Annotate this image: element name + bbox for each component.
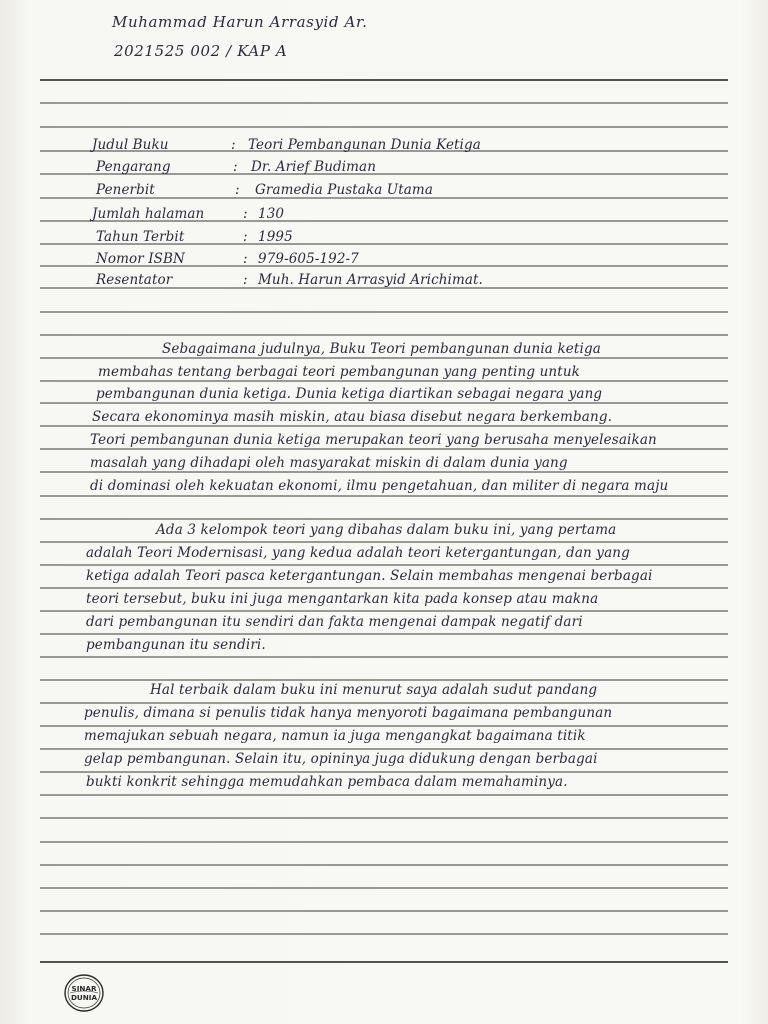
paragraph-1-line-5: Teori pembangunan dunia ketiga merupakan teori yang berusaha menyelesaikan: [90, 432, 657, 448]
logo-line-2: DUNIA: [70, 993, 98, 1002]
paragraph-3-line-5: bukti konkrit sehingga memudahkan pembaca dalam memahaminya.: [86, 774, 568, 790]
paragraph-3-line-4: gelap pembangunan. Selain itu, opininya juga didukung dengan berbagai: [84, 751, 598, 767]
value-pengarang: Dr. Arief Budiman: [251, 159, 376, 175]
label-resentator: Resentator: [96, 272, 173, 288]
paragraph-2-line-4: teori tersebut, buku ini juga mengantarkan kita pada konsep atau makna: [86, 591, 599, 607]
colon-penerbit: :: [235, 182, 240, 198]
paragraph-1-line-1: Sebagaimana judulnya, Buku Teori pembangunan dunia ketiga: [162, 341, 601, 357]
label-pengarang: Pengarang: [96, 159, 171, 175]
paragraph-1-line-3: pembangunan dunia ketiga. Dunia ketiga diartikan sebagai negara yang: [96, 386, 603, 402]
colon-isbn: :: [243, 251, 248, 267]
paragraph-2-line-5: dari pembangunan itu sendiri dan fakta mengenai dampak negatif dari: [86, 614, 583, 630]
label-nomor-isbn: Nomor ISBN: [96, 251, 185, 267]
student-id-class: 2021525 002 / KAP A: [114, 42, 288, 60]
label-judul-buku: Judul Buku: [92, 137, 169, 153]
colon-pengarang: :: [233, 159, 238, 175]
paragraph-3-line-3: memajukan sebuah negara, namun ia juga mengangkat bagaimana titik: [84, 728, 586, 744]
value-nomor-isbn: 979-605-192-7: [258, 251, 359, 267]
paragraph-2-line-3: ketiga adalah Teori pasca ketergantungan. Selain membahas mengenai berbagai: [86, 568, 653, 584]
logo-line-1: SINAR: [71, 984, 97, 993]
paragraph-1-line-4: Secara ekonominya masih miskin, atau biasa disebut negara berkembang.: [92, 409, 613, 425]
colon-jumlah: :: [243, 206, 248, 222]
colon-tahun: :: [243, 229, 248, 245]
colon-judul: :: [231, 137, 236, 153]
value-judul-buku: Teori Pembangunan Dunia Ketiga: [248, 137, 481, 153]
student-name: Muhammad Harun Arrasyid Ar.: [112, 13, 368, 31]
label-penerbit: Penerbit: [96, 182, 155, 198]
value-jumlah-halaman: 130: [258, 206, 285, 222]
paragraph-1-line-7: di dominasi oleh kekuatan ekonomi, ilmu pengetahuan, dan militer di negara maju: [90, 478, 669, 494]
paragraph-1-line-6: masalah yang dihadapi oleh masyarakat miskin di dalam dunia yang: [90, 455, 568, 471]
paragraph-2-line-1: Ada 3 kelompok teori yang dibahas dalam buku ini, yang pertama: [156, 522, 617, 538]
paragraph-2-line-2: adalah Teori Modernisasi, yang kedua adalah teori ketergantungan, dan yang: [86, 545, 630, 561]
label-jumlah-halaman: Jumlah halaman: [92, 206, 205, 222]
value-resentator: Muh. Harun Arrasyid Arichimat.: [258, 272, 483, 288]
label-tahun-terbit: Tahun Terbit: [96, 229, 185, 245]
paragraph-3-line-1: Hal terbaik dalam buku ini menurut saya adalah sudut pandang: [150, 682, 598, 698]
value-tahun-terbit: 1995: [258, 229, 293, 245]
sinar-dunia-logo-icon: [63, 972, 105, 1014]
colon-resentator: :: [243, 272, 248, 288]
value-penerbit: Gramedia Pustaka Utama: [255, 182, 433, 198]
paragraph-3-line-2: penulis, dimana si penulis tidak hanya menyoroti bagaimana pembangunan: [84, 705, 613, 721]
paragraph-2-line-6: pembangunan itu sendiri.: [86, 637, 266, 653]
paragraph-1-line-2: membahas tentang berbagai teori pembangunan yang penting untuk: [98, 364, 581, 380]
